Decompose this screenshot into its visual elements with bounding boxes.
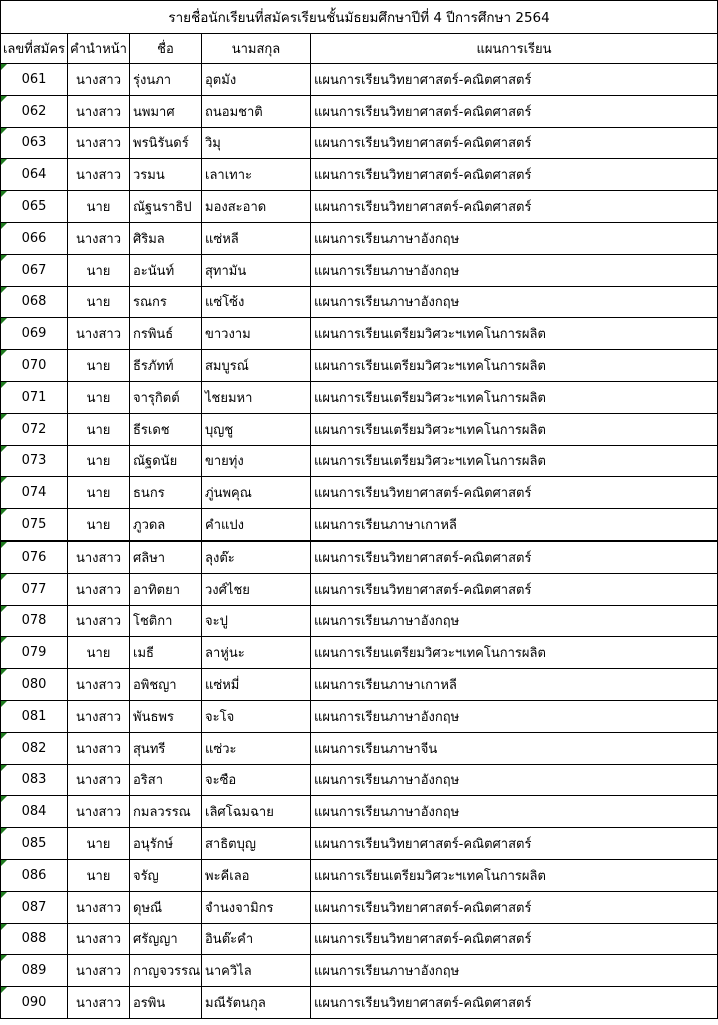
cell-prefix: นางสาว	[68, 796, 130, 828]
application-no-text: 075	[21, 517, 47, 533]
cell-last-name: สมบูรณ์	[202, 350, 311, 382]
cell-application-no	[1, 477, 68, 509]
cell-first-name: ภูวดล	[130, 509, 202, 541]
cell-marker-icon	[1, 606, 7, 612]
cell-study-plan: แผนการเรียนวิทยาศาสตร์-คณิตศาสตร์	[311, 541, 718, 573]
table-row	[1, 413, 718, 445]
cell-study-plan: แผนการเรียนภาษาอังกฤษ	[311, 764, 718, 796]
application-no-text: 079	[21, 645, 47, 661]
application-no-text: 067	[21, 262, 47, 278]
cell-application-no	[1, 509, 68, 541]
cell-first-name: จรัญ	[130, 859, 202, 891]
cell-first-name: ดุษณี	[130, 891, 202, 923]
cell-last-name: จะซือ	[202, 764, 311, 796]
cell-prefix: นางสาว	[68, 64, 130, 96]
application-no-text: 072	[21, 421, 47, 437]
cell-prefix: นาย	[68, 191, 130, 223]
cell-marker-icon	[1, 701, 7, 707]
cell-marker-icon	[1, 96, 7, 102]
cell-marker-icon	[1, 382, 7, 388]
cell-first-name: ศลิษา	[130, 541, 202, 573]
cell-first-name: อนุรักษ์	[130, 828, 202, 860]
cell-marker-icon	[1, 287, 7, 293]
table-row	[1, 669, 718, 701]
cell-marker-icon	[1, 318, 7, 324]
applicant-table-body	[1, 1, 718, 1019]
cell-prefix: นางสาว	[68, 541, 130, 573]
cell-prefix: นางสาว	[68, 987, 130, 1019]
cell-marker-icon	[1, 765, 7, 771]
cell-prefix: นาย	[68, 286, 130, 318]
cell-application-no	[1, 413, 68, 445]
cell-application-no	[1, 923, 68, 955]
cell-study-plan: แผนการเรียนภาษาอังกฤษ	[311, 605, 718, 637]
cell-last-name: ลาหู่นะ	[202, 637, 311, 669]
cell-prefix: นาย	[68, 859, 130, 891]
cell-first-name: ศิริมล	[130, 222, 202, 254]
application-no-text: 088	[21, 931, 47, 947]
cell-last-name: มองสะอาด	[202, 191, 311, 223]
cell-prefix: นาย	[68, 477, 130, 509]
application-no-text: 090	[21, 995, 47, 1010]
table-row	[1, 254, 718, 286]
cell-last-name: เลาเทาะ	[202, 159, 311, 191]
cell-application-no	[1, 955, 68, 987]
cell-marker-icon	[1, 159, 7, 165]
cell-marker-icon	[1, 414, 7, 420]
cell-last-name: แซ่โซ้ง	[202, 286, 311, 318]
header-application-no: เลขที่สมัคร	[1, 34, 68, 64]
cell-first-name: กรพินธ์	[130, 318, 202, 350]
application-no-text: 082	[21, 740, 47, 756]
cell-study-plan: แผนการเรียนวิทยาศาสตร์-คณิตศาสตร์	[311, 573, 718, 605]
cell-application-no	[1, 573, 68, 605]
cell-study-plan: แผนการเรียนเตรียมวิศวะฯเทคโนการผลิต	[311, 413, 718, 445]
header-prefix: คำนำหน้า	[68, 34, 130, 64]
cell-study-plan: แผนการเรียนวิทยาศาสตร์-คณิตศาสตร์	[311, 828, 718, 860]
application-no-text: 061	[21, 71, 47, 87]
cell-first-name: กาญจวรรณ	[130, 955, 202, 987]
cell-first-name: อริสา	[130, 764, 202, 796]
cell-marker-icon	[1, 733, 7, 739]
cell-first-name: ณัฐดนัย	[130, 445, 202, 477]
cell-application-no	[1, 605, 68, 637]
table-row	[1, 923, 718, 955]
table-row	[1, 573, 718, 605]
cell-application-no	[1, 859, 68, 891]
cell-study-plan: แผนการเรียนวิทยาศาสตร์-คณิตศาสตร์	[311, 95, 718, 127]
table-row	[1, 350, 718, 382]
application-no-text: 064	[21, 167, 47, 183]
cell-prefix: นางสาว	[68, 95, 130, 127]
table-row	[1, 891, 718, 923]
cell-prefix: นาย	[68, 828, 130, 860]
table-row	[1, 955, 718, 987]
cell-prefix: นาย	[68, 350, 130, 382]
header-study-plan: แผนการเรียน	[311, 34, 718, 64]
cell-last-name: นาควิไล	[202, 955, 311, 987]
cell-marker-icon	[1, 128, 7, 134]
table-row	[1, 64, 718, 96]
cell-application-no	[1, 541, 68, 573]
cell-marker-icon	[1, 542, 7, 548]
application-no-text: 089	[21, 963, 47, 979]
cell-application-no	[1, 191, 68, 223]
table-row	[1, 445, 718, 477]
table-row	[1, 318, 718, 350]
cell-first-name: โชติกา	[130, 605, 202, 637]
application-no-text: 073	[21, 453, 47, 469]
cell-study-plan: แผนการเรียนภาษาอังกฤษ	[311, 254, 718, 286]
cell-application-no	[1, 350, 68, 382]
cell-marker-icon	[1, 828, 7, 834]
cell-study-plan: แผนการเรียนเตรียมวิศวะฯเทคโนการผลิต	[311, 445, 718, 477]
cell-application-no	[1, 828, 68, 860]
cell-marker-icon	[1, 64, 7, 70]
cell-marker-icon	[1, 955, 7, 961]
cell-application-no	[1, 254, 68, 286]
application-no-text: 066	[21, 230, 47, 246]
cell-last-name: ขาวงาม	[202, 318, 311, 350]
cell-marker-icon	[1, 987, 7, 993]
cell-prefix: นาย	[68, 445, 130, 477]
cell-application-no	[1, 64, 68, 96]
cell-marker-icon	[1, 255, 7, 261]
cell-application-no	[1, 127, 68, 159]
cell-study-plan: แผนการเรียนภาษาอังกฤษ	[311, 286, 718, 318]
cell-marker-icon	[1, 477, 7, 483]
cell-first-name: พรนิรันดร์	[130, 127, 202, 159]
cell-prefix: นางสาว	[68, 764, 130, 796]
cell-first-name: รณกร	[130, 286, 202, 318]
cell-marker-icon	[1, 509, 7, 515]
cell-application-no	[1, 286, 68, 318]
cell-prefix: นางสาว	[68, 127, 130, 159]
cell-study-plan: แผนการเรียนเตรียมวิศวะฯเทคโนการผลิต	[311, 350, 718, 382]
cell-marker-icon	[1, 574, 7, 580]
application-no-text: 081	[21, 708, 47, 724]
cell-marker-icon	[1, 191, 7, 197]
cell-last-name: แซ่วะ	[202, 732, 311, 764]
cell-study-plan: แผนการเรียนภาษาจีน	[311, 732, 718, 764]
cell-study-plan: แผนการเรียนวิทยาศาสตร์-คณิตศาสตร์	[311, 923, 718, 955]
application-no-text: 068	[21, 294, 47, 310]
cell-study-plan: แผนการเรียนเตรียมวิศวะฯเทคโนการผลิต	[311, 637, 718, 669]
cell-marker-icon	[1, 446, 7, 452]
cell-study-plan: แผนการเรียนเตรียมวิศวะฯเทคโนการผลิต	[311, 859, 718, 891]
cell-prefix: นาย	[68, 254, 130, 286]
cell-application-no	[1, 987, 68, 1019]
cell-first-name: วรมน	[130, 159, 202, 191]
cell-last-name: สุทามัน	[202, 254, 311, 286]
application-no-text: 076	[21, 549, 47, 565]
cell-prefix: นางสาว	[68, 669, 130, 701]
cell-prefix: นางสาว	[68, 222, 130, 254]
table-row	[1, 477, 718, 509]
cell-first-name: อะนันท์	[130, 254, 202, 286]
cell-application-no	[1, 637, 68, 669]
application-no-text: 078	[21, 613, 47, 629]
table-row	[1, 987, 718, 1019]
cell-last-name: อุตมัง	[202, 64, 311, 96]
cell-last-name: ภู่นพคุณ	[202, 477, 311, 509]
table-row	[1, 828, 718, 860]
cell-marker-icon	[1, 669, 7, 675]
cell-last-name: แซ่หมี่	[202, 669, 311, 701]
cell-last-name: จะโจ	[202, 700, 311, 732]
application-no-text: 087	[21, 899, 47, 915]
cell-prefix: นางสาว	[68, 159, 130, 191]
table-title: รายชื่อนักเรียนที่สมัครเรียนชั้นมัธยมศึกษาปีที่ 4 ปีการศึกษา 2564	[1, 1, 718, 34]
cell-last-name: ลุงต๊ะ	[202, 541, 311, 573]
cell-study-plan: แผนการเรียนภาษาเกาหลี	[311, 669, 718, 701]
cell-last-name: ไชยมหา	[202, 381, 311, 413]
cell-first-name: ธีรเดช	[130, 413, 202, 445]
cell-application-no	[1, 891, 68, 923]
cell-application-no	[1, 764, 68, 796]
application-no-text: 063	[21, 135, 47, 151]
cell-first-name: อรพิน	[130, 987, 202, 1019]
application-no-text: 083	[21, 772, 47, 788]
application-no-text: 065	[21, 199, 47, 215]
cell-prefix: นางสาว	[68, 318, 130, 350]
cell-first-name: รุ่งนภา	[130, 64, 202, 96]
cell-marker-icon	[1, 892, 7, 898]
cell-last-name: สาธิตบุญ	[202, 828, 311, 860]
cell-prefix: นางสาว	[68, 700, 130, 732]
cell-study-plan: แผนการเรียนวิทยาศาสตร์-คณิตศาสตร์	[311, 477, 718, 509]
cell-marker-icon	[1, 796, 7, 802]
cell-marker-icon	[1, 637, 7, 643]
cell-marker-icon	[1, 350, 7, 356]
cell-application-no	[1, 381, 68, 413]
cell-prefix: นาย	[68, 637, 130, 669]
table-row	[1, 286, 718, 318]
cell-first-name: จารุกิตต์	[130, 381, 202, 413]
cell-first-name: ณัฐนราธิป	[130, 191, 202, 223]
cell-first-name: สุนทรี	[130, 732, 202, 764]
cell-study-plan: แผนการเรียนวิทยาศาสตร์-คณิตศาสตร์	[311, 159, 718, 191]
application-no-text: 085	[21, 836, 47, 852]
cell-study-plan: แผนการเรียนวิทยาศาสตร์-คณิตศาสตร์	[311, 191, 718, 223]
table-row	[1, 732, 718, 764]
cell-application-no	[1, 732, 68, 764]
cell-study-plan: แผนการเรียนเตรียมวิศวะฯเทคโนการผลิต	[311, 381, 718, 413]
application-no-text: 069	[21, 326, 47, 342]
cell-prefix: นางสาว	[68, 891, 130, 923]
cell-first-name: กมลวรรณ	[130, 796, 202, 828]
cell-study-plan: แผนการเรียนวิทยาศาสตร์-คณิตศาสตร์	[311, 987, 718, 1019]
cell-last-name: อินต๊ะคำ	[202, 923, 311, 955]
table-row	[1, 700, 718, 732]
cell-prefix: นางสาว	[68, 923, 130, 955]
cell-marker-icon	[1, 223, 7, 229]
cell-last-name: แซ่หลี	[202, 222, 311, 254]
cell-marker-icon	[1, 860, 7, 866]
cell-prefix: นางสาว	[68, 732, 130, 764]
table-row	[1, 796, 718, 828]
cell-marker-icon	[1, 924, 7, 930]
cell-study-plan: แผนการเรียนภาษาอังกฤษ	[311, 955, 718, 987]
cell-application-no	[1, 796, 68, 828]
cell-last-name: คำแปง	[202, 509, 311, 541]
table-row	[1, 637, 718, 669]
cell-last-name: จำนงจามิกร	[202, 891, 311, 923]
cell-last-name: จะปู	[202, 605, 311, 637]
cell-study-plan: แผนการเรียนวิทยาศาสตร์-คณิตศาสตร์	[311, 64, 718, 96]
application-no-text: 077	[21, 581, 47, 597]
cell-application-no	[1, 700, 68, 732]
cell-last-name: เลิศโฉมฉาย	[202, 796, 311, 828]
cell-study-plan: แผนการเรียนวิทยาศาสตร์-คณิตศาสตร์	[311, 127, 718, 159]
cell-first-name: ธีรภัทท์	[130, 350, 202, 382]
cell-study-plan: แผนการเรียนภาษาเกาหลี	[311, 509, 718, 541]
cell-last-name: วิมุ	[202, 127, 311, 159]
table-row	[1, 605, 718, 637]
table-row	[1, 859, 718, 891]
cell-last-name: พะคีเลอ	[202, 859, 311, 891]
cell-last-name: วงศ์ไชย	[202, 573, 311, 605]
application-no-text: 071	[21, 389, 47, 405]
title-row	[1, 1, 718, 34]
header-row	[1, 34, 718, 64]
cell-last-name: มณีรัตนกุล	[202, 987, 311, 1019]
table-row	[1, 381, 718, 413]
cell-first-name: นพมาศ	[130, 95, 202, 127]
table-row	[1, 95, 718, 127]
table-row	[1, 127, 718, 159]
cell-first-name: พันธพร	[130, 700, 202, 732]
cell-study-plan: แผนการเรียนภาษาอังกฤษ	[311, 222, 718, 254]
cell-application-no	[1, 669, 68, 701]
cell-last-name: ถนอมชาติ	[202, 95, 311, 127]
cell-study-plan: แผนการเรียนภาษาอังกฤษ	[311, 796, 718, 828]
cell-application-no	[1, 159, 68, 191]
cell-prefix: นางสาว	[68, 605, 130, 637]
cell-prefix: นางสาว	[68, 573, 130, 605]
application-no-text: 084	[21, 804, 47, 820]
cell-prefix: นางสาว	[68, 955, 130, 987]
cell-application-no	[1, 445, 68, 477]
cell-last-name: ขายทุ่ง	[202, 445, 311, 477]
cell-application-no	[1, 95, 68, 127]
application-no-text: 062	[21, 103, 47, 119]
cell-prefix: นาย	[68, 509, 130, 541]
application-no-text: 080	[21, 677, 47, 693]
table-row	[1, 222, 718, 254]
cell-last-name: บุญชู	[202, 413, 311, 445]
cell-first-name: ศรัญญา	[130, 923, 202, 955]
cell-study-plan: แผนการเรียนเตรียมวิศวะฯเทคโนการผลิต	[311, 318, 718, 350]
table-row	[1, 764, 718, 796]
cell-first-name: อพิชญา	[130, 669, 202, 701]
application-no-text: 074	[21, 485, 47, 501]
table-row	[1, 541, 718, 573]
header-last-name: นามสกุล	[202, 34, 311, 64]
cell-prefix: นาย	[68, 381, 130, 413]
cell-application-no	[1, 222, 68, 254]
cell-first-name: ธนกร	[130, 477, 202, 509]
cell-application-no	[1, 318, 68, 350]
application-no-text: 086	[21, 867, 47, 883]
cell-study-plan: แผนการเรียนภาษาอังกฤษ	[311, 700, 718, 732]
application-no-text: 070	[21, 358, 47, 374]
cell-first-name: เมธี	[130, 637, 202, 669]
cell-first-name: อาทิตยา	[130, 573, 202, 605]
table-row	[1, 191, 718, 223]
table-row	[1, 159, 718, 191]
cell-prefix: นาย	[68, 413, 130, 445]
table-row	[1, 509, 718, 541]
header-first-name: ชื่อ	[130, 34, 202, 64]
cell-study-plan: แผนการเรียนวิทยาศาสตร์-คณิตศาสตร์	[311, 891, 718, 923]
